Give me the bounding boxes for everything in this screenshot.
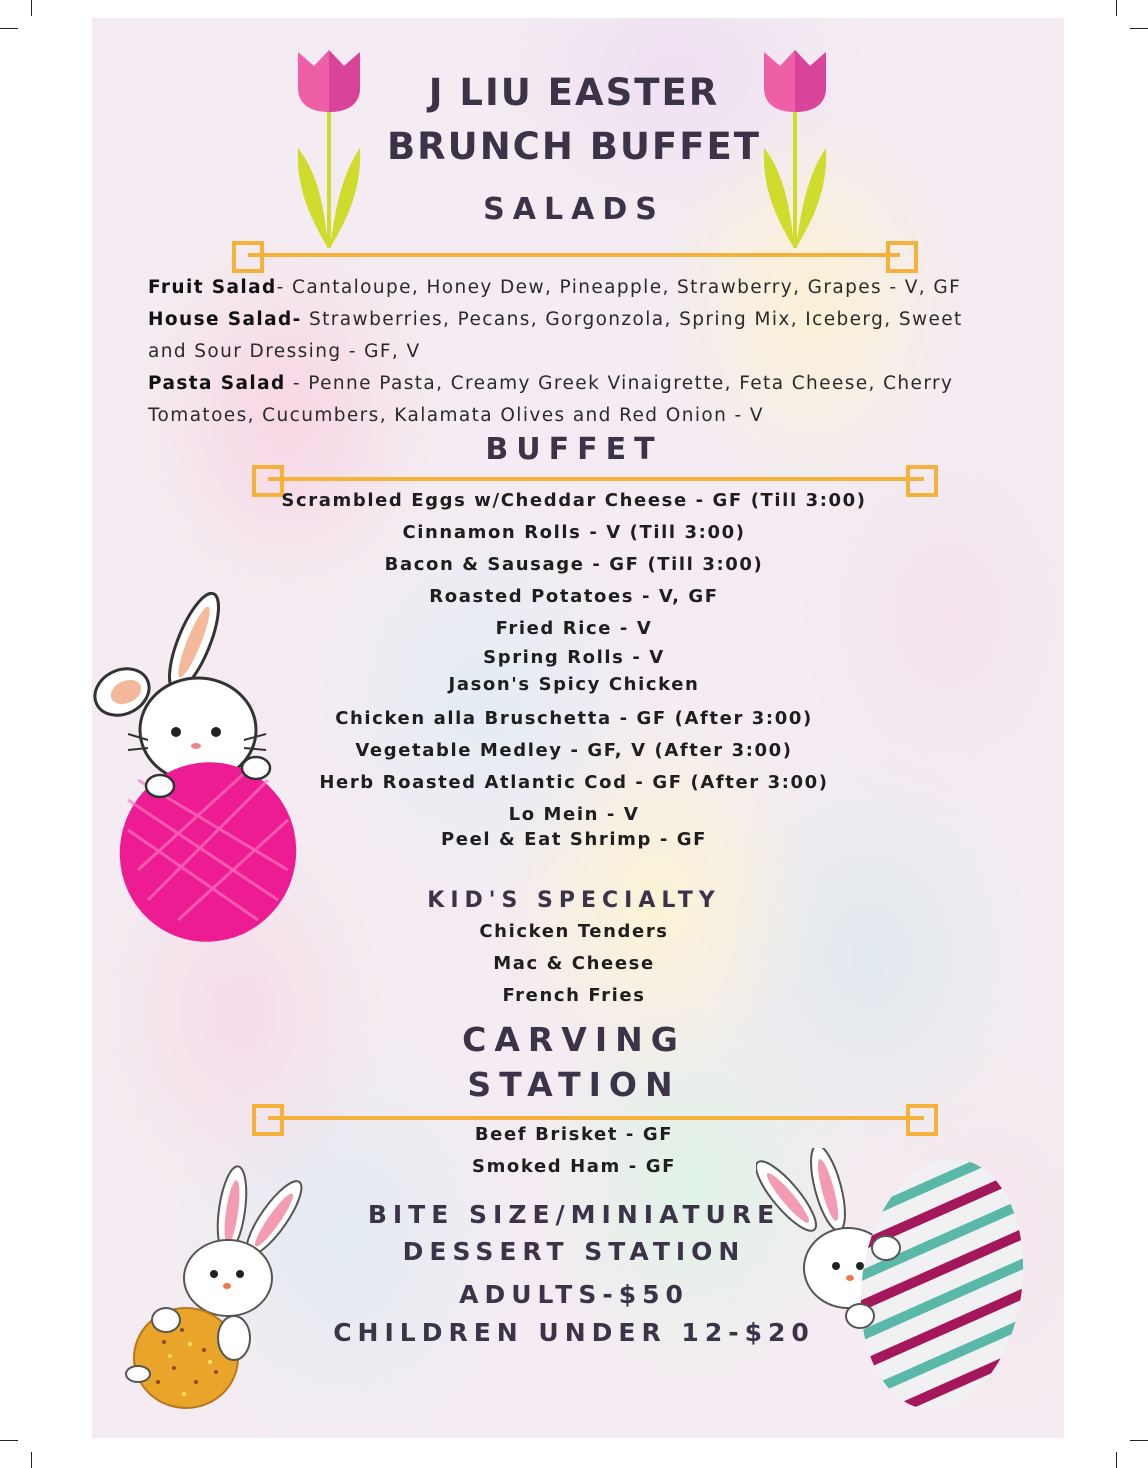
carving-divider	[268, 1116, 924, 1120]
salad-separator	[302, 309, 309, 330]
salad-description: Strawberries, Pecans, Gorgonzola, Spring Mix, Iceberg, Sweet and Sour Dressing - GF, V	[148, 309, 963, 362]
buffet-heading: BUFFET	[485, 432, 663, 467]
buffet-item: Scrambled Eggs w/Cheddar Cheese - GF (Till 3:00)	[281, 490, 867, 511]
kids-item: Mac & Cheese	[493, 953, 655, 974]
buffet-item: Jason's Spicy Chicken	[448, 674, 700, 695]
dessert-heading-line-1: BITE SIZE/MINIATURE	[367, 1200, 781, 1229]
salad-item	[148, 272, 998, 304]
crop-mark	[1116, 0, 1117, 16]
salads-heading: SALADS	[483, 192, 665, 227]
dessert-heading-line-2: DESSERT STATION	[402, 1237, 746, 1266]
buffet-item: Cinnamon Rolls - V (Till 3:00)	[402, 522, 746, 543]
salad-name: Pasta Salad	[148, 373, 286, 394]
menu-title-line-2: BRUNCH BUFFET	[386, 125, 761, 168]
crop-mark	[0, 1440, 18, 1441]
salad-item	[148, 304, 998, 368]
bunny-with-pink-egg	[88, 580, 308, 945]
crop-mark	[1130, 28, 1148, 29]
salads-divider	[248, 253, 900, 257]
buffet-item: Roasted Potatoes - V, GF	[429, 586, 719, 607]
kids-specialty-heading: KID'S SPECIALTY	[427, 888, 721, 913]
buffet-item: Peel & Eat Shrimp - GF	[440, 829, 708, 850]
divider-end-square	[232, 241, 264, 273]
salad-description: Cantaloupe, Honey Dew, Pineapple, Strawberry, Grapes - V, GF	[292, 277, 962, 298]
salad-separator: -	[285, 373, 309, 394]
salad-name: House Salad-	[148, 309, 302, 330]
crop-mark	[31, 1452, 32, 1468]
buffet-item: Lo Mein - V	[508, 804, 640, 825]
crop-mark	[1116, 1452, 1117, 1468]
buffet-item: Chicken alla Bruschetta - GF (After 3:00)	[335, 708, 813, 729]
crop-mark	[1130, 1440, 1148, 1441]
crop-mark	[0, 28, 18, 29]
menu-title-line-1: J LIU EASTER	[428, 71, 720, 114]
buffet-item: Herb Roasted Atlantic Cod - GF (After 3:00)	[319, 772, 829, 793]
bunny-with-gold-egg	[124, 1162, 314, 1412]
salad-item	[148, 368, 998, 432]
salad-description: Penne Pasta, Creamy Greek Vinaigrette, Feta Cheese, Cherry Tomatoes, Cucumbers, Kalamata Olives and Red Onion - V	[148, 373, 954, 426]
carving-heading-line-1: CARVING	[462, 1020, 686, 1059]
children-price: CHILDREN UNDER 12-$20	[333, 1318, 815, 1347]
bunny-with-striped-egg	[756, 1148, 1036, 1418]
crop-mark	[31, 0, 32, 16]
adult-price: ADULTS-$50	[459, 1280, 689, 1309]
buffet-item: Bacon & Sausage - GF (Till 3:00)	[384, 554, 764, 575]
buffet-item: Vegetable Medley - GF, V (After 3:00)	[355, 740, 793, 761]
kids-item: French Fries	[502, 985, 646, 1006]
carving-heading-line-2: STATION	[467, 1065, 681, 1104]
salad-separator: -	[276, 277, 293, 298]
buffet-divider	[268, 477, 924, 481]
buffet-item: Spring Rolls - V	[483, 647, 665, 668]
carving-item: Beef Brisket - GF	[474, 1124, 674, 1145]
salad-name: Fruit Salad	[148, 277, 277, 298]
divider-end-square	[886, 241, 918, 273]
kids-item: Chicken Tenders	[479, 921, 669, 942]
buffet-item: Fried Rice - V	[495, 618, 653, 639]
carving-item: Smoked Ham - GF	[472, 1156, 676, 1177]
